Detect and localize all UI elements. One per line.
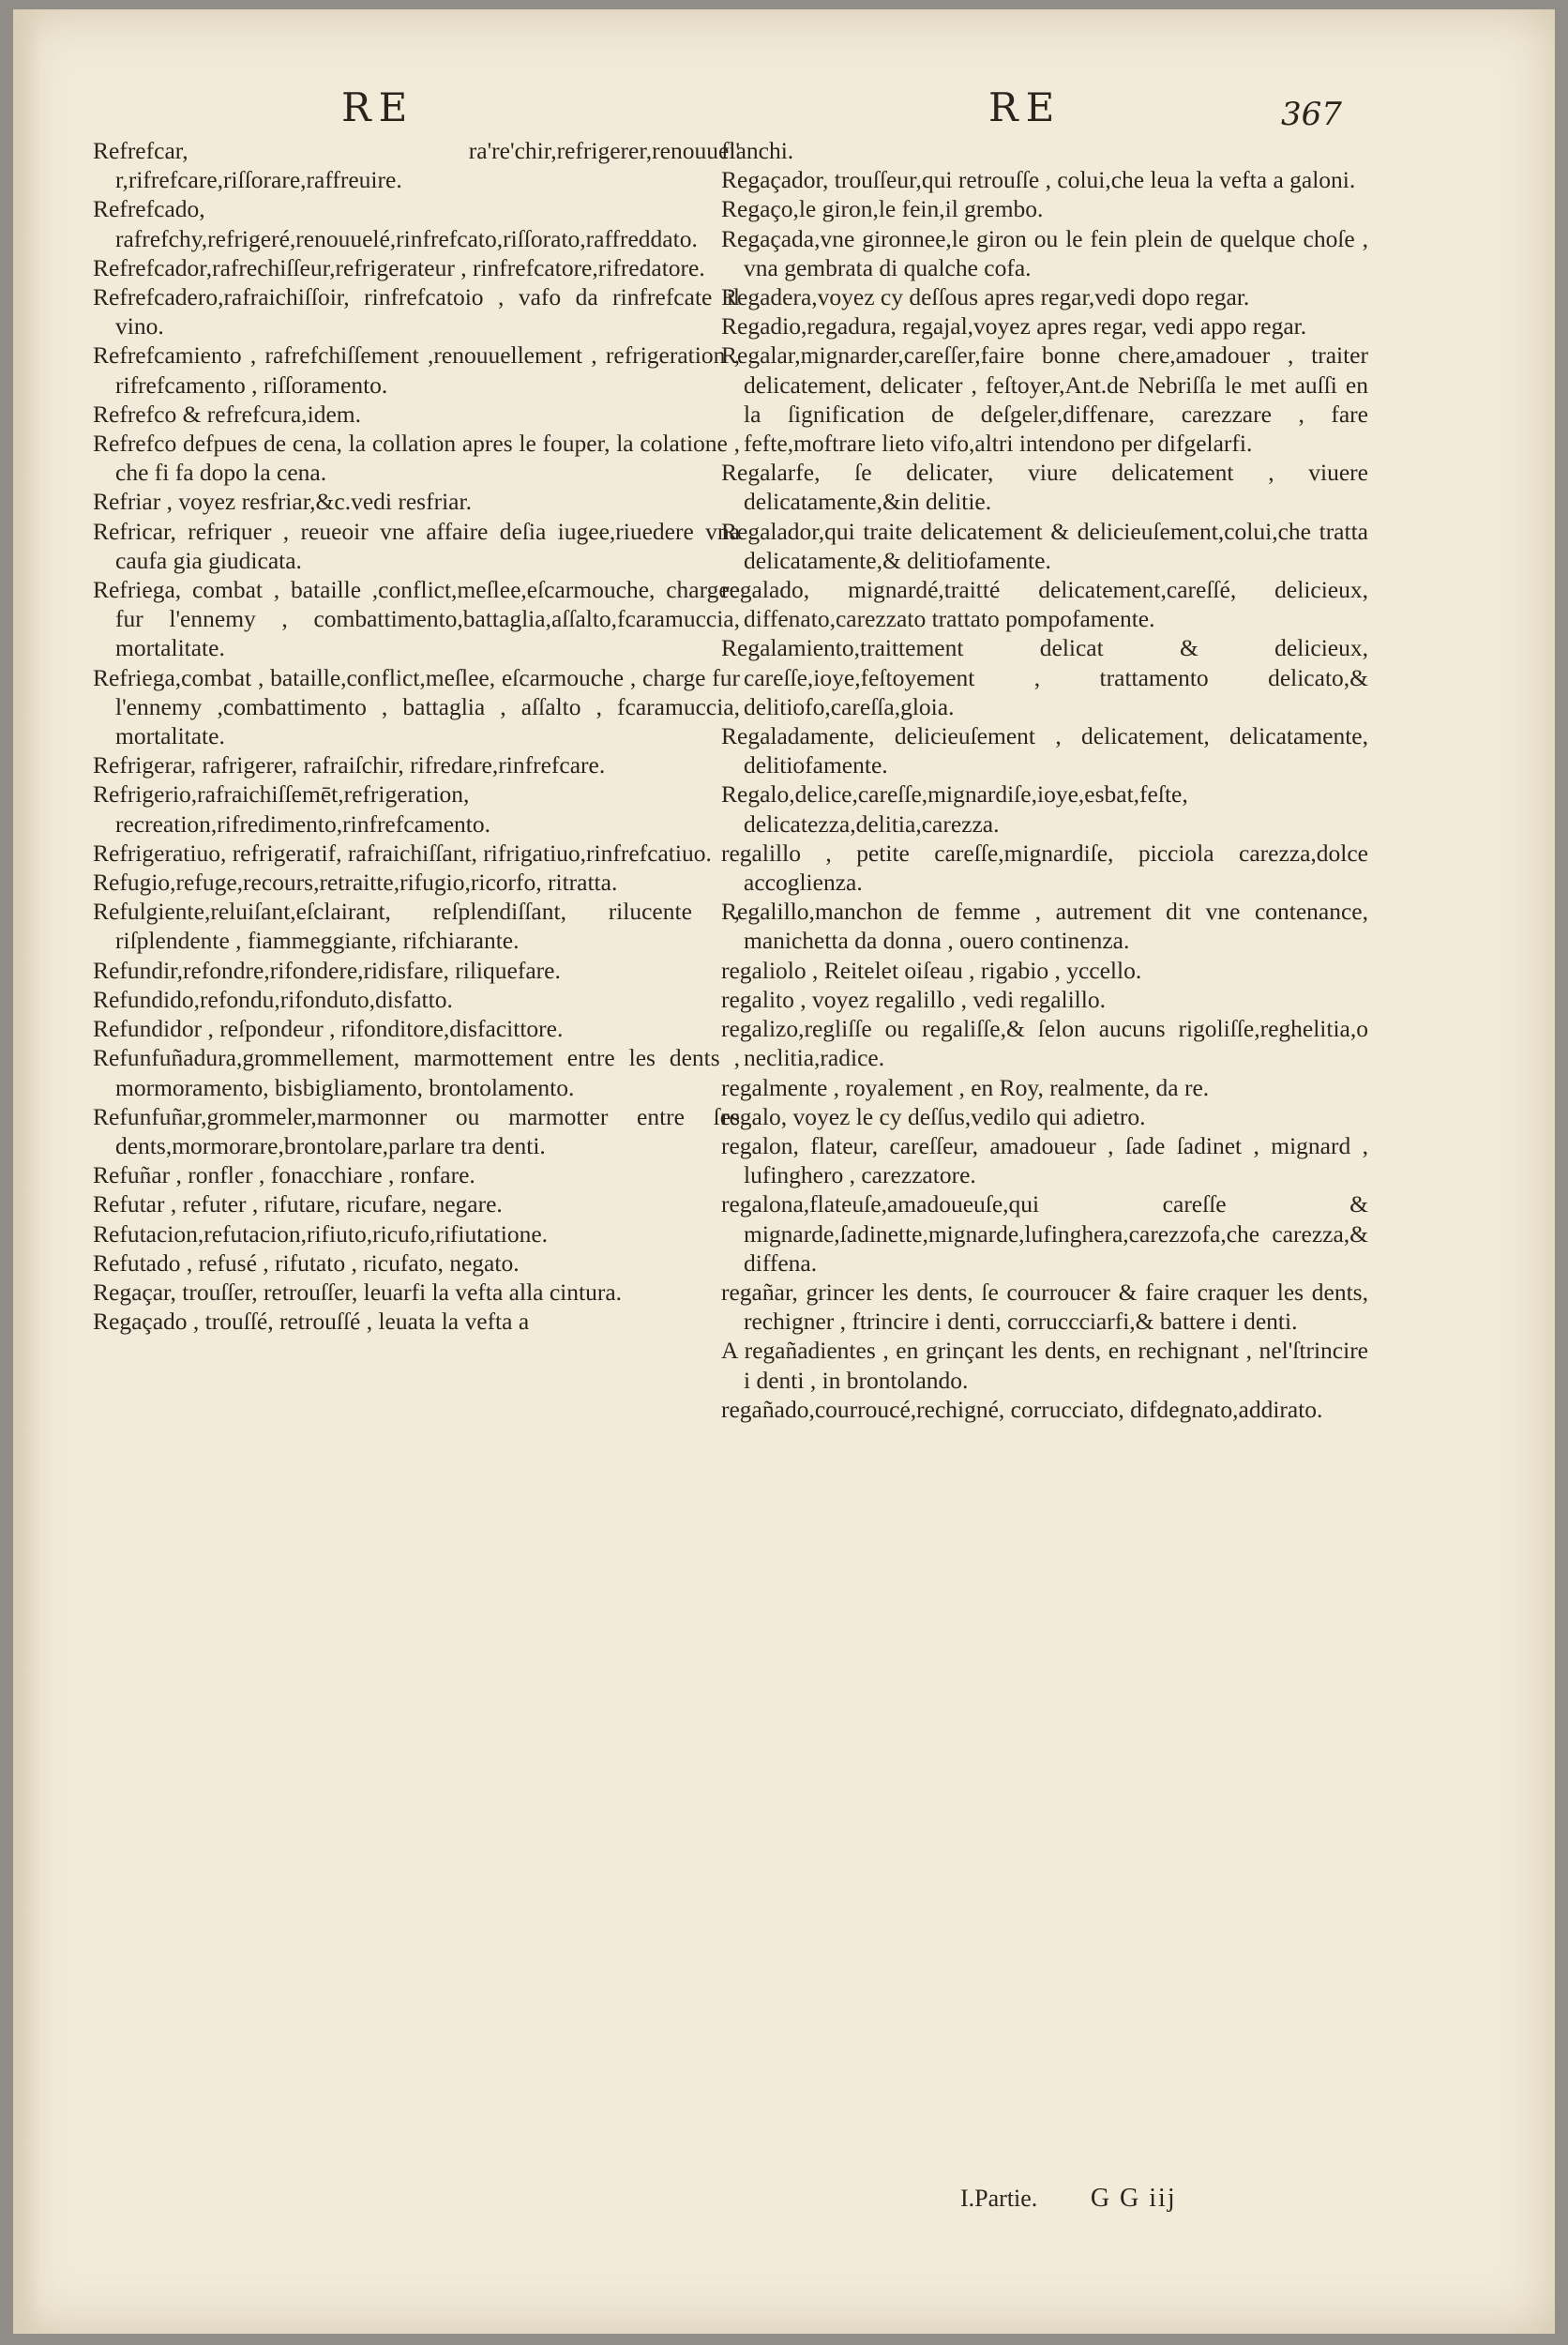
dictionary-entry: Refrigerar, rafrigerer, rafraiſchir, rifredare,rinfrefcare. (93, 751, 606, 779)
dictionary-entry: Refulgiente,reluiſant,eſclairant, reſplendiſſant, rilucente , riſplendente , fiammeggiante, rifchiarante. (93, 898, 740, 955)
dictionary-entry: regalado, mignardé,traitté delicatement,careſſé, delicieux, diffenato,carezzato trattato pompofamente. (721, 576, 1368, 633)
dictionary-entry: Regadera,voyez cy deſſous apres regar,vedi dopo regar. (721, 283, 1250, 311)
right-column (721, 136, 1368, 1424)
dictionary-entry: Refrefcado, rafrefchy,refrigeré,renouuelé,rinfrefcato,riſſorato,raffreddato. (93, 195, 698, 252)
dictionary-entry: Refrefcar, ra're'chir,refrigerer,renouuel' r,rifrefcare,riſſorare,raffreuire. (93, 137, 740, 194)
dictionary-entry: regalito , voyez regalillo , vedi regalillo. (721, 985, 1106, 1013)
dictionary-entry: regalizo,regliſſe ou regaliſſe,& ſelon aucuns rigoliſſe,reghelitia,o neclitia,radice. (721, 1015, 1368, 1072)
running-head-left: RE (341, 84, 415, 130)
footer-signature-mark: G G iij (1090, 2184, 1177, 2213)
dictionary-entry: Refrigerio,rafraichiſſemēt,refrigeration, recreation,rifredimento,rinfrefcamento. (93, 780, 490, 838)
dictionary-entry: Regadio,regadura, regajal,voyez apres regar, vedi appo regar. (721, 312, 1307, 340)
footer-part-label: I.Partie. (960, 2185, 1038, 2212)
dictionary-entry: regalillo , petite careſſe,mignardiſe, picciola carezza,dolce accoglienza. (721, 839, 1368, 897)
dictionary-entry: Regaçador, trouſſeur,qui retrouſſe , colui,che leua la vefta a galoni. (721, 166, 1356, 194)
dictionary-entry: Regaçada,vne gironnee,le giron ou le fein plein de quelque choſe , vna gembrata di qualche cofa. (721, 224, 1368, 281)
dictionary-entry: regalo, voyez le cy deſſus,vedilo qui adietro. (721, 1102, 1146, 1130)
dictionary-entry: regañado,courroucé,rechigné, corrucciato, difdegnato,addirato. (721, 1395, 1323, 1423)
dictionary-entry: Regaçado , trouſſé, retrouſſé , leuata la vefta a (93, 1308, 530, 1336)
dictionary-entry: Refuñar , ronfler , fonacchiare , ronfare. (93, 1161, 475, 1189)
dictionary-entry: Refrefco defpues de cena, la collation apres le fouper, la colatione , che fi fa dopo la cena. (93, 430, 740, 487)
dictionary-entry: Regaladamente, delicieuſement , delicatement, delicatamente, delitiofamente. (721, 722, 1368, 779)
page-number: 367 (1281, 96, 1342, 133)
dictionary-entry: Regalamiento,traittement delicat & delicieux, careſſe,ioye,feſtoyement , trattamento delicato,& delitiofo,careſſa,gloia. (721, 634, 1368, 720)
dictionary-entry: regalona,flateuſe,amadoueuſe,qui careſſe & mignarde,ſadinette,mignarde,lufinghera,carezzofa,che carezza,& diffena. (721, 1190, 1368, 1277)
left-column (93, 136, 740, 1336)
dictionary-entry: Regaço,le giron,le fein,il grembo. (721, 195, 1044, 223)
running-head-right: RE (988, 84, 1063, 130)
dictionary-entry: Refundido,refondu,rifonduto,disfatto. (93, 985, 453, 1013)
dictionary-page (13, 9, 1555, 2334)
page-gutter-shadow (13, 9, 41, 2334)
dictionary-entry: Refrefcamiento , rafrefchiſſement ,renouuellement , refrigeration , rifrefcamento , riſſoramento. (93, 341, 740, 399)
dictionary-entry: regañar, grincer les dents, ſe courroucer & faire craquer les dents, rechigner , ftrincire i denti, corruccciarfi,& battere i denti. (721, 1278, 1368, 1336)
dictionary-entry: Refutar , refuter , rifutare, ricufare, negare. (93, 1190, 503, 1218)
dictionary-entry: Regalo,delice,careſſe,mignardiſe,ioye,esbat,feſte, delicatezza,delitia,carezza. (721, 780, 1188, 838)
dictionary-entry: fianchi. (721, 137, 794, 164)
dictionary-entry: Refutacion,refutacion,rifiuto,ricufo,rifiutatione. (93, 1219, 549, 1248)
dictionary-entry: Refunfuñadura,grommellement, marmottement entre les dents , mormoramento, bisbigliamento, brontolamento. (93, 1044, 740, 1101)
dictionary-entry: Regaçar, trouſſer, retrouſſer, leuarfi la vefta alla cintura. (93, 1278, 623, 1306)
dictionary-entry: Refricar, refriquer , reueoir vne affaire deſia iugee,riuedere vna caufa gia giudicata. (93, 517, 740, 574)
dictionary-entry: regalmente , royalement , en Roy, realmente, da re. (721, 1073, 1210, 1101)
dictionary-entry: Refrefcadero,rafraichiſſoir, rinfrefcatoio , vafo da rinfrefcate il vino. (93, 283, 740, 340)
dictionary-entry: Regalador,qui traite delicatement & delicieuſement,colui,che tratta delicatamente,& delitiofamente. (721, 517, 1368, 574)
dictionary-entry: Refrigeratiuo, refrigeratif, rafraichiſſant, rifrigatiuo,rinfrefcatiuo. (93, 839, 712, 867)
dictionary-entry: Refrefco & refrefcura,idem. (93, 400, 361, 428)
dictionary-entry: regalon, flateur, careſſeur, amadoueur , ſade ſadinet , mignard , lufinghero , carezzatore. (721, 1131, 1368, 1189)
dictionary-entry: A regañadientes , en grinçant les dents, en rechignant , nel'ſtrincire i denti , in brontolando. (721, 1337, 1368, 1394)
dictionary-entry: Refunfuñar,grommeler,marmonner ou marmotter entre ſes dents,mormorare,brontolare,parlare tra denti. (93, 1102, 740, 1159)
dictionary-entry: Refundidor , reſpondeur , rifonditore,disfacittore. (93, 1015, 564, 1043)
dictionary-entry: Refriega,combat , bataille,conflict,meſlee, eſcarmouche , charge fur l'ennemy ,combattimento , battaglia , aſſalto , fcaramuccia, mortalitate. (93, 663, 740, 750)
page-footer (960, 2184, 1177, 2214)
dictionary-entry: Refriega, combat , bataille ,conflict,meſlee,eſcarmouche, chargee fur l'ennemy , combattimento,battaglia,aſſalto,fcaramuccia, mortalitate. (93, 576, 740, 662)
dictionary-entry: Refriar , voyez resfriar,&c.vedi resfriar. (93, 488, 472, 516)
dictionary-entry: Regalarfe, ſe delicater, viure delicatement , viuere delicatamente,&in delitie. (721, 459, 1368, 516)
dictionary-entry: regaliolo , Reitelet oiſeau , rigabio , yccello. (721, 956, 1142, 984)
dictionary-entry: Refutado , refusé , rifutato , ricufato, negato. (93, 1248, 520, 1277)
dictionary-entry: Regalar,mignarder,careſſer,faire bonne chere,amadouer , traiter delicatement, delicater , feſtoyer,Ant.de Nebriſſa le met auſſi en la ſignification de deſgeler,diffenare, carezzare , fare fefte,moftrare lieto vifo,altri intendono per difgelarfi. (721, 341, 1368, 458)
dictionary-entry: Refundir,refondre,rifondere,ridisfare, riliquefare. (93, 956, 561, 984)
dictionary-entry: Refugio,refuge,recours,retraitte,rifugio,ricorfo, ritratta. (93, 869, 618, 897)
dictionary-entry: Regalillo,manchon de femme , autrement dit vne contenance, manichetta da donna , ouero continenza. (721, 898, 1368, 955)
dictionary-entry: Refrefcador,rafrechiſſeur,refrigerateur , rinfrefcatore,rifredatore. (93, 253, 705, 281)
